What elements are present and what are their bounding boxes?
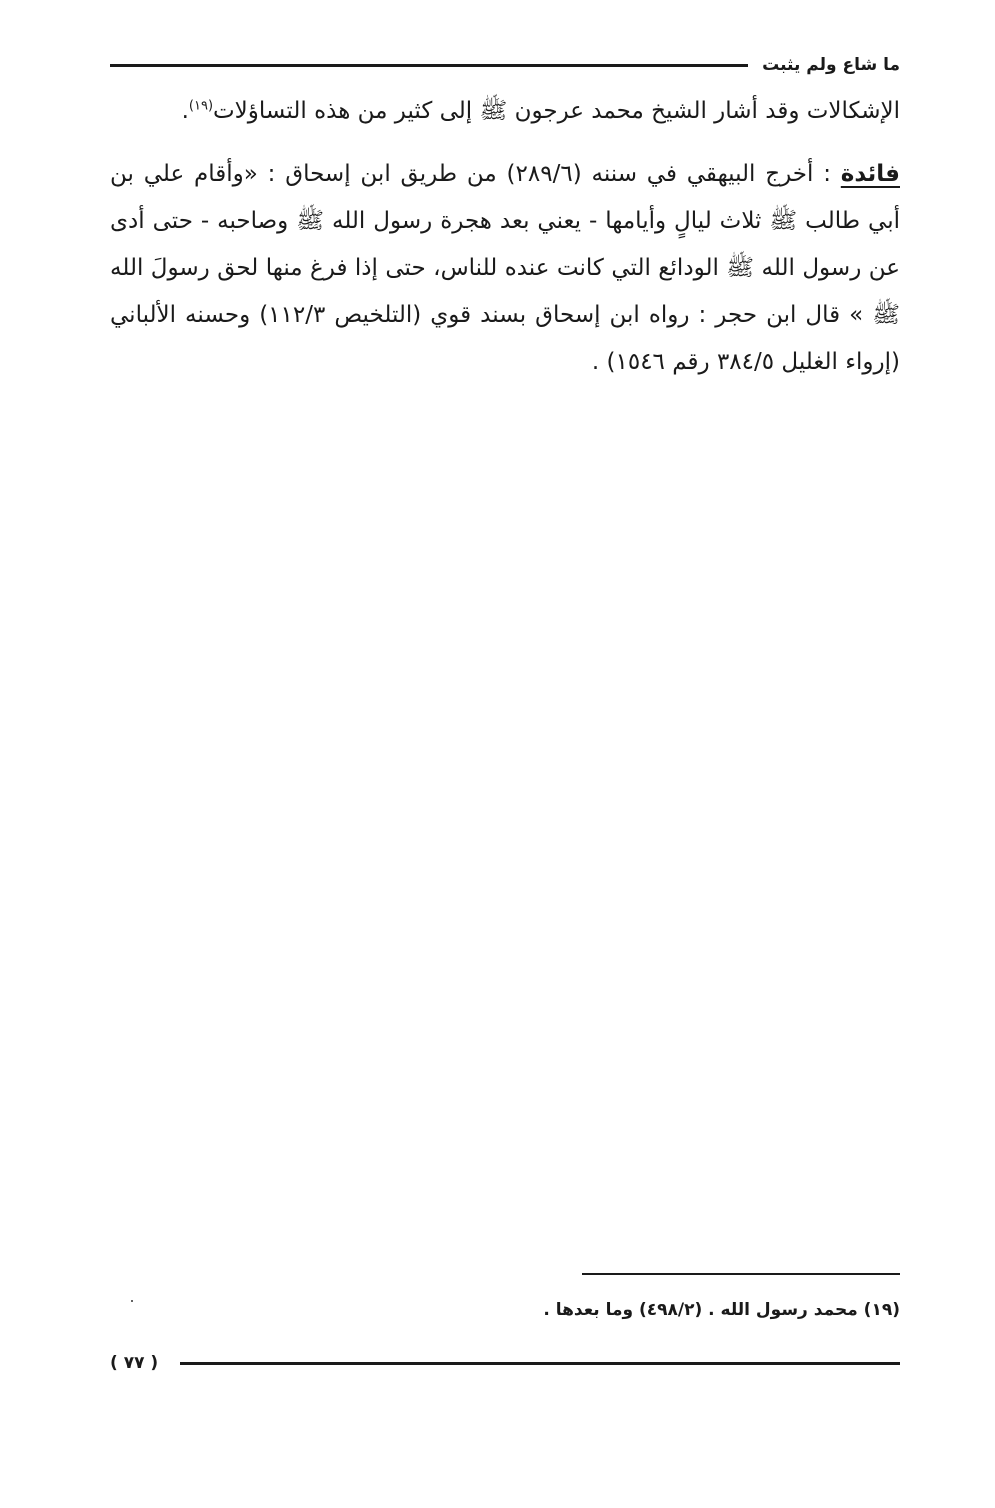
- page-footer: [110, 1350, 900, 1376]
- page-number: ( ٧٧ ): [110, 1353, 159, 1373]
- body-text: [110, 88, 900, 386]
- paragraph-continuation: [110, 88, 900, 135]
- paragraph-2-text: : أخرج البيهقي في سننه (٢٨٩/٦) من طريق ابن إسحاق : «وأقام علي بن أبي طالب ﷺ ثلاث ليالٍ وأيامها - يعني بعد هجرة رسول الله ﷺ وصاحبه - حتى أدى عن رسول الله ﷺ الودائع التي كانت عنده للناس، حتى إذا فرغ منها لحق رسولَ الله ﷺ » قال ابن حجر : رواه ابن إسحاق بسند قوي (التلخيص ١١٢/٣) وحسنه الألباني (إرواء الغليل ٣٨٤/٥ رقم ١٥٤٦) .: [110, 161, 900, 375]
- footnote-reference: (١٩): [188, 98, 214, 114]
- header-rule: [110, 64, 748, 67]
- footnote-19: [110, 1296, 900, 1324]
- footnote-text: (١٩) محمد رسول الله . (٤٩٨/٢) وما بعدها .: [543, 1300, 900, 1320]
- running-title: ما شاع ولم يثبت: [762, 55, 900, 75]
- footer-rule: [180, 1362, 900, 1365]
- paragraph-1-text: الإشكالات وقد أشار الشيخ محمد عرجون ﷺ إلى كثير من هذه التساؤلات: [213, 98, 900, 124]
- footnotes: [110, 1296, 900, 1324]
- footnote-separator: [582, 1273, 900, 1275]
- running-header: [110, 50, 900, 80]
- paragraph-1-end: .: [181, 98, 189, 124]
- faida-label: فائدة: [840, 161, 900, 187]
- paragraph-faida: [110, 151, 900, 386]
